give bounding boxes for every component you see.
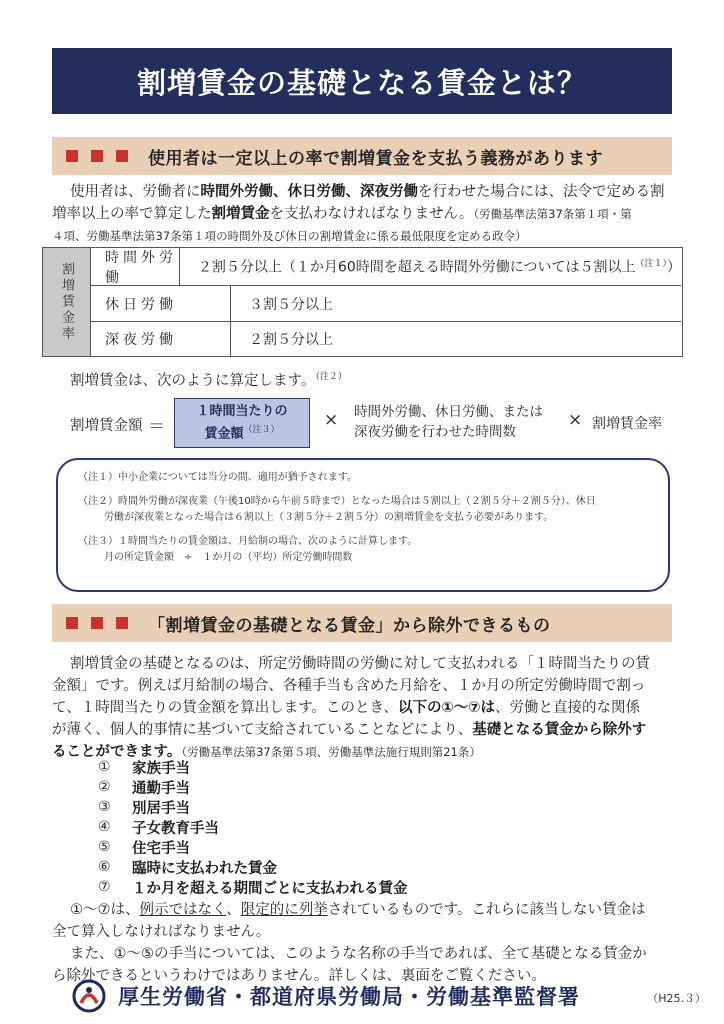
- list-item: ④ 子女教育手当: [98, 819, 219, 837]
- times-sign: ×: [324, 410, 339, 430]
- exclusion-list: [98, 757, 408, 897]
- rate-row-night: 深夜労働 ２割５分以上: [91, 322, 681, 356]
- page-title: 割増賃金の基礎となる賃金とは？: [52, 48, 672, 114]
- footer-date: （H25.３）: [647, 992, 706, 1005]
- bullet-square-icon: [91, 617, 103, 629]
- bullet-square-icon: [91, 150, 103, 162]
- note-3: （注３）１時間当たりの賃金額は、月給制の場合、次のように計算します。 月の所定賃金額 ÷ １か月の（平均）所定労働時間数: [78, 536, 418, 563]
- list-item: ⑦ １か月を超える期間ごとに支払われる賃金: [98, 879, 408, 897]
- rate-row-overtime: 時間外労働 ２割５分以上（１か月60時間を超える時間外労働については５割以上$^{(注1)}$）: [91, 248, 681, 286]
- section-heading-2: [52, 604, 672, 642]
- exclusion-paragraph: 割増賃金の基礎となるのは、所定労働時間の労働に対して支払われる「１時間当たりの賃 金額」です。例えば月給制の場合、各種手当も含めた月給を、１か月の所定労働時間で割っ て、１時間当たりの賃金額を算出します。このとき、以下の①～⑦は、労働と直接的な関係 が薄く、個人的事情に基づいて支給されていることなどにより、基礎となる賃金から除外す ることができます。（労働基準法第37条第５項、労働基準法施行規則第21条）: [52, 656, 650, 760]
- rate-row-holiday: 休日労働 ３割５分以上: [91, 286, 681, 322]
- bullet-square-icon: [116, 617, 128, 629]
- list-item: ② 通勤手当: [98, 779, 190, 797]
- bullet-square-icon: [66, 617, 78, 629]
- section-heading-text: 使用者は一定以上の率で割増賃金を支払う義務があります: [148, 148, 603, 169]
- hours-description: 時間外労働、休日労働、または 深夜労働を行わせた時間数: [354, 404, 543, 440]
- list-item: ⑥ 臨時に支払われた賃金: [98, 859, 277, 877]
- section-heading-1: [52, 137, 672, 175]
- note-1: （注１）中小企業については当分の間、適用が猶予されます。: [78, 472, 357, 483]
- bullet-square-icon: [66, 150, 78, 162]
- bullet-square-icon: [116, 150, 128, 162]
- rate-label: 割増賃金率: [592, 416, 662, 432]
- intro-paragraph: 使用者は、労働者に時間外労働、休日労働、深夜労働を行わせた場合には、法令で定める割 増率以上の率で算定した割増賃金を支払わなければなりません。（労働基準法第37条第１項・第 ４項、労働基準法第37条第１項の時間外及び休日の割増賃金に係る最低限度を定める政令）: [52, 184, 665, 243]
- ministry-logo-icon: [72, 979, 106, 1013]
- calc-intro: 割増賃金は、次のように算定します。$^{(注2)}$: [70, 372, 347, 389]
- list-item: ③ 別居手当: [98, 799, 190, 817]
- hourly-wage-box: １時間当たりの 賃金額$^{(注3)}$: [174, 398, 310, 448]
- formula: [52, 396, 682, 456]
- closing-paragraph: ①～⑦は、例示ではなく、限定的に列挙されているものです。これらに該当しない賃金は 全て算入しなければなりません。 また、①～⑤の手当については、このような名称の手当であれば、全て基礎となる賃金か ら除外できるというわけではありません。詳しくは、裏面をご覧ください。: [52, 902, 647, 984]
- footer-organization: 厚生労働省・都道府県労働局・労働基準監督署: [118, 985, 580, 1009]
- equals-sign: ＝: [148, 417, 165, 437]
- formula-label: 割増賃金額: [70, 418, 143, 434]
- section-heading-text: 「割増賃金の基礎となる賃金」から除外できるもの: [148, 615, 551, 636]
- times-sign: ×: [568, 410, 583, 430]
- rate-table: [42, 247, 683, 357]
- note-2: （注２）時間外労働が深夜業（午後10時から午前５時まで）となった場合は５割以上（２割５分＋２割５分）、休日 労働が深夜業となった場合は６割以上（３割５分＋２割５分）の割増賃金を支払う必要があります。: [78, 496, 596, 523]
- notes-box: [56, 458, 670, 592]
- list-item: ⑤ 住宅手当: [98, 839, 190, 857]
- list-item: ① 家族手当: [98, 759, 190, 777]
- rate-table-side-label: 割増賃金率: [43, 248, 91, 356]
- footer: [72, 976, 712, 1016]
